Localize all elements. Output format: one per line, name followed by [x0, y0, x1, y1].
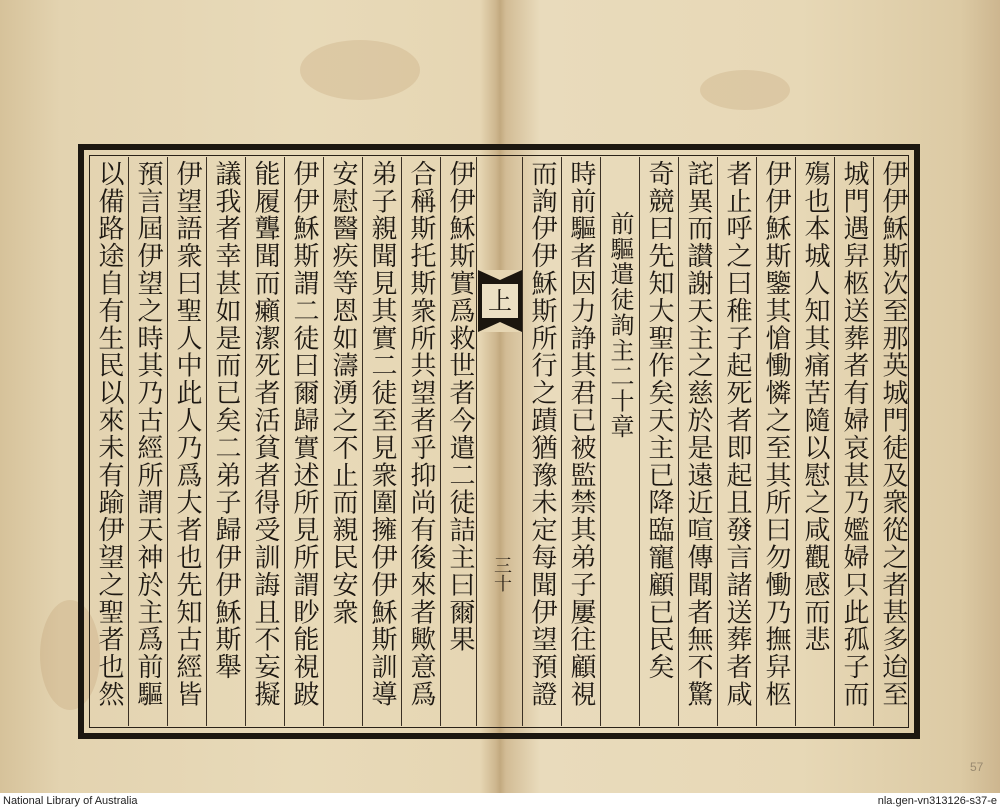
- text-column: 能履聾聞而癩潔死者活貧者得受訓誨且不妄擬: [250, 160, 280, 708]
- fold-mark-notch: [478, 270, 522, 280]
- column-rule: [795, 157, 796, 726]
- column-rule: [678, 157, 679, 726]
- credit-bar: [0, 793, 1000, 810]
- column-rule: [561, 157, 562, 726]
- pencil-mark: 57: [970, 760, 984, 774]
- column-rule: [284, 157, 285, 726]
- paper-stain: [300, 40, 420, 100]
- text-column: 奇競曰先知大聖作矣天主已降臨寵顧已民矣: [644, 160, 674, 681]
- column-rule: [440, 157, 441, 726]
- column-rule: [362, 157, 363, 726]
- text-column: 伊伊穌斯鑒其愴慟憐之至其所曰勿慟乃撫舁柩: [761, 160, 791, 708]
- fold-mark-block: [478, 270, 522, 332]
- text-column: 以備路途自有生民以來未有踰伊望之聖者也然: [94, 160, 124, 708]
- text-column: 者止呼之曰稚子起死者即起且發言諸送葬者咸: [722, 160, 752, 708]
- column-rule: [600, 157, 601, 726]
- column-rule: [128, 157, 129, 726]
- text-column: 弟子親聞見其實二徒至見衆圍擁伊伊穌斯訓導: [367, 160, 397, 708]
- fold-mark-notch: [478, 322, 522, 332]
- text-column: 安慰醫疾等恩如濤湧之不止而親民安衆: [328, 160, 358, 626]
- center-rule: [522, 157, 523, 726]
- column-rule: [756, 157, 757, 726]
- column-rule: [717, 157, 718, 726]
- credit-identifier: nla.gen-vn313126-s37-e: [877, 795, 997, 807]
- column-rule: [167, 157, 168, 726]
- column-rule: [639, 157, 640, 726]
- column-rule: [873, 157, 874, 726]
- column-rule: [206, 157, 207, 726]
- text-column: 伊伊穌斯謂二徒曰爾歸實述所見所謂眇能視跛: [289, 160, 319, 708]
- text-column: 時前驅者因力諍其君已被監禁其弟子屢往顧視: [566, 160, 596, 708]
- column-rule: [834, 157, 835, 726]
- text-column: 伊望語衆曰聖人中此人乃爲大者也先知古經皆: [172, 160, 202, 708]
- paper-stain: [700, 70, 790, 110]
- chapter-heading: 前驅遣徒詢主二十章: [606, 160, 634, 440]
- text-column: 合稱斯托斯衆所共望者乎抑尚有後來者歟意爲: [406, 160, 436, 708]
- credit-source: National Library of Australia: [3, 795, 138, 807]
- text-column: 詫異而讃謝天主之慈於是遠近喧傳聞者無不驚: [683, 160, 713, 708]
- text-column: 議我者幸甚如是而已矣二弟子歸伊伊穌斯舉: [211, 160, 241, 681]
- text-column: 城門遇舁柩送葬者有婦哀甚乃㜮婦只此孤子而: [839, 160, 869, 708]
- text-column: 預言屆伊望之時其乃古經所謂天神於主爲前驅: [133, 160, 163, 708]
- text-column: 而詢伊伊穌斯所行之蹟猶豫未定每聞伊望預證: [527, 160, 557, 708]
- text-column: 殤也本城人知其痛苦隨以慰之咸觀感而悲: [800, 160, 830, 654]
- folio-number: 三十: [491, 556, 512, 592]
- column-rule: [245, 157, 246, 726]
- fold-label: 上: [482, 284, 518, 318]
- column-rule: [323, 157, 324, 726]
- text-column: 伊伊穌斯次至那英城門徒及衆從之者甚多迨至: [878, 160, 908, 708]
- text-column: 伊伊穌斯實爲救世者今遣二徒詰主曰爾果: [445, 160, 475, 654]
- column-rule: [401, 157, 402, 726]
